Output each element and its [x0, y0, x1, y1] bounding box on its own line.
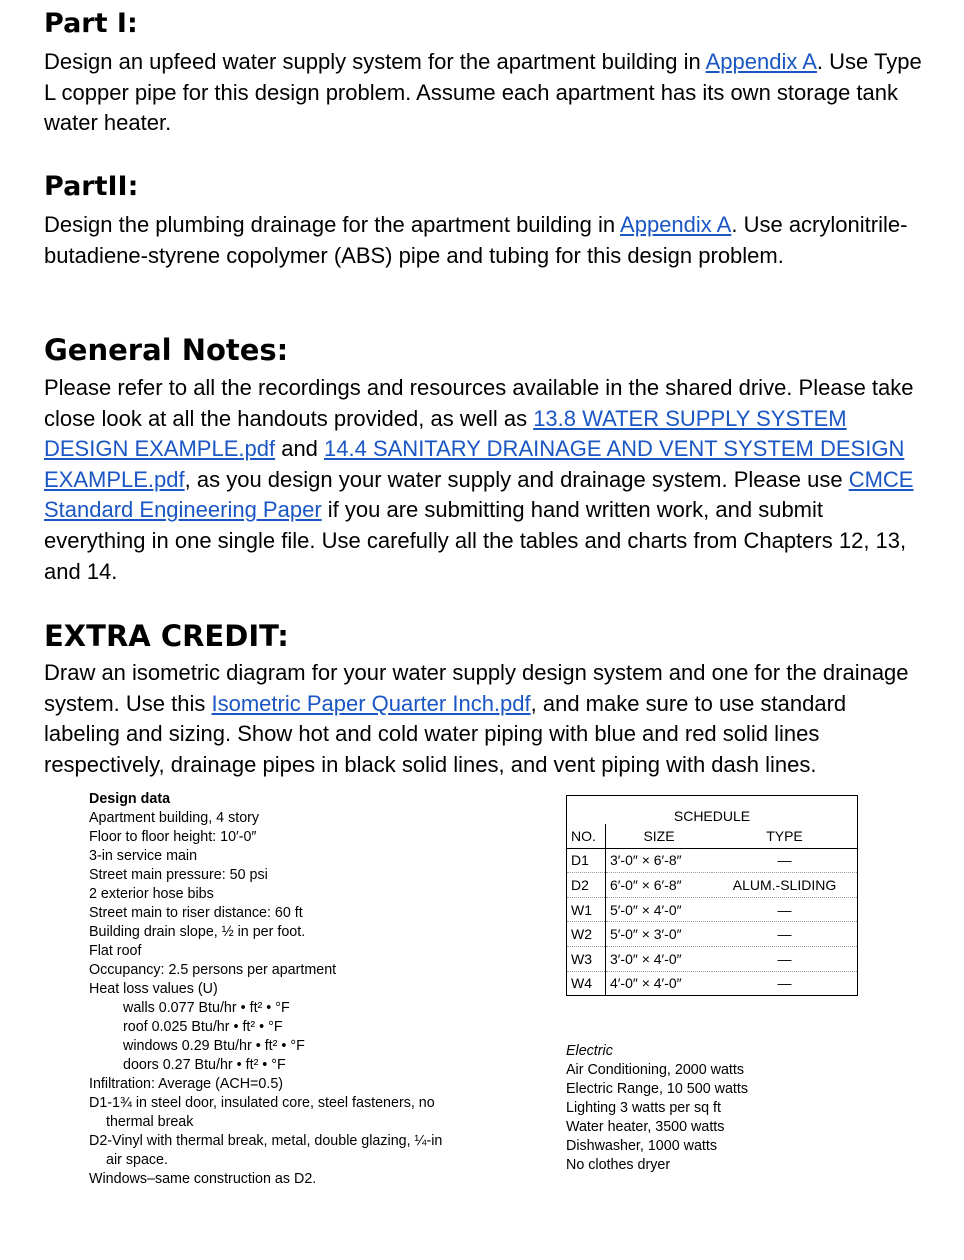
isometric-paper-link[interactable]: Isometric Paper Quarter Inch.pdf [211, 690, 531, 716]
cmce-paper-link[interactable]: CMCE Standard Engineering Paper [44, 466, 914, 523]
d2-line-cont: air space. [106, 1152, 168, 1168]
appendix-a-link[interactable]: Appendix A [620, 212, 732, 237]
design-line: Building drain slope, ½ in per foot. [89, 924, 306, 940]
part2-paragraph: Design the plumbing drainage for the apartment building in Appendix A. Use acrylonitrile-butadiene-styrene copolymer (ABS) pipe and tubing for this design problem. [44, 212, 908, 268]
electric-line: Electric Range, 10 500 watts [566, 1081, 748, 1097]
design-line: Floor to floor height: 10′-0″ [89, 829, 257, 845]
d2-line: D2-Vinyl with thermal break, metal, double glazing, ¼-in [89, 1133, 443, 1149]
heat-loss-line: windows 0.29 Btu/hr • ft² • °F [123, 1038, 305, 1054]
electric-block [566, 1042, 748, 1175]
appendix-a-link[interactable]: Appendix A [705, 49, 817, 74]
table-row [567, 873, 858, 898]
schedule-no: D1 [567, 848, 606, 873]
schedule-type: — [712, 922, 858, 947]
schedule-no: W1 [567, 897, 606, 922]
part1-heading: Part I: [44, 8, 138, 39]
infiltration-line: Infiltration: Average (ACH=0.5) [89, 1076, 284, 1092]
schedule-size: 3′-0″ × 6′-8″ [606, 848, 713, 873]
heat-loss-line: roof 0.025 Btu/hr • ft² • °F [123, 1019, 283, 1035]
heat-loss-line: doors 0.27 Btu/hr • ft² • °F [123, 1057, 286, 1073]
electric-line: No clothes dryer [566, 1157, 671, 1173]
design-line: Occupancy: 2.5 persons per apartment [89, 962, 337, 978]
schedule-type: ALUM.-SLIDING [712, 873, 858, 898]
design-line: Street main to riser distance: 60 ft [89, 905, 303, 921]
electric-line: Lighting 3 watts per sq ft [566, 1100, 721, 1116]
electric-title: Electric [566, 1043, 613, 1059]
part1-paragraph: Design an upfeed water supply system for the apartment building in Appendix A. Use Type L copper pipe for this design problem. Assume each apartment has its own storage tank water heater. [44, 49, 922, 136]
table-row [567, 946, 858, 971]
general-notes-heading: General Notes: [44, 333, 289, 367]
schedule-table [566, 795, 858, 996]
part2-heading: PartII: [44, 171, 139, 202]
design-line: Flat roof [89, 943, 142, 959]
schedule-header-row [567, 824, 858, 848]
design-line: 3-in service main [89, 848, 198, 864]
design-line: 2 exterior hose bibs [89, 886, 214, 902]
schedule-no: W3 [567, 946, 606, 971]
design-data-block [89, 790, 442, 1189]
design-line: Heat loss values (U) [89, 981, 218, 997]
schedule-type: — [712, 848, 858, 873]
design-line: Street main pressure: 50 psi [89, 867, 268, 883]
schedule-type: — [777, 975, 792, 992]
schedule-size: 4′-0″ × 4′-0″ [610, 975, 682, 992]
windows-line: Windows–same construction as D2. [89, 1171, 317, 1187]
sanitary-drainage-example-link[interactable]: 14.4 SANITARY DRAINAGE AND VENT SYSTEM DESIGN EXAMPLE.pdf [44, 436, 905, 492]
schedule-header-size: SIZE [606, 824, 713, 848]
schedule-header-type: TYPE [712, 824, 858, 848]
schedule-size: 5′-0″ × 3′-0″ [606, 922, 713, 947]
d1-line-cont: thermal break [106, 1114, 194, 1130]
schedule-no: W4 [567, 971, 606, 996]
schedule-no: D2 [567, 873, 606, 898]
table-row [567, 897, 858, 922]
schedule-type: — [712, 897, 858, 922]
schedule-no: W2 [567, 922, 606, 947]
design-line: Apartment building, 4 story [89, 810, 260, 826]
heat-loss-line: walls 0.077 Btu/hr • ft² • °F [123, 1000, 290, 1016]
d1-line: D1-1¾ in steel door, insulated core, steel fasteners, no [89, 1095, 435, 1111]
table-row [567, 848, 858, 873]
design-data-title: Design data [89, 791, 171, 807]
extra-credit-heading: EXTRA CREDIT: [44, 619, 289, 653]
schedule-size: 3′-0″ × 4′-0″ [606, 946, 713, 971]
general-notes-paragraph: Please refer to all the recordings and resources available in the shared drive. Please take close look at all the handouts provided, as well as 13.8 WATER SUPPLY SYSTEM DESIGN EXAMPLE.pdf and 14.4 SANITARY DRAINAGE AND VENT SYSTEM DESIGN EXAMPLE.pdf, as you design your water supply and drainage system. Please use CMCE Standard Engineering Paper if you are submitting hand written work, and submit everything in one single file. Use carefully all the tables and charts from Chapters 12, 13, and 14. [44, 375, 914, 584]
schedule-title: SCHEDULE [673, 808, 751, 824]
schedule-header-no: NO. [567, 824, 606, 848]
schedule-size: 6′-0″ × 6′-8″ [606, 873, 713, 898]
electric-line: Air Conditioning, 2000 watts [566, 1062, 745, 1078]
schedule-size: 5′-0″ × 4′-0″ [606, 897, 713, 922]
table-row [567, 971, 858, 996]
electric-line: Water heater, 3500 watts [566, 1119, 725, 1135]
table-row [567, 922, 858, 947]
water-supply-example-link[interactable]: 13.8 WATER SUPPLY SYSTEM DESIGN EXAMPLE.pdf [44, 405, 847, 462]
electric-line: Dishwasher, 1000 watts [566, 1138, 717, 1154]
extra-credit-paragraph: Draw an isometric diagram for your water supply design system and one for the drainage system. Use this Isometric Paper Quarter Inch.pdf, and make sure to use standard labeling and sizing. Show hot and cold water piping with blue and red solid lines respectively, drainage pipes in black solid lines, and vent piping with dash lines. [44, 660, 909, 777]
schedule-type: — [712, 946, 858, 971]
